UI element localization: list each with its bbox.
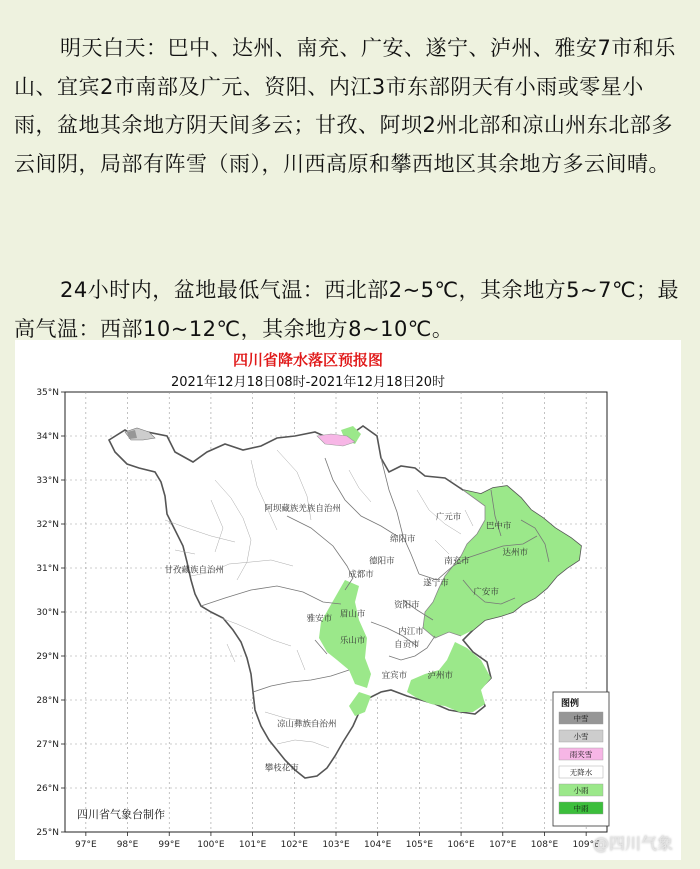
region-label: 自贡市 xyxy=(394,640,420,651)
lon-tick-label: 104°E xyxy=(364,840,392,850)
region-label: 资阳市 xyxy=(394,600,420,611)
lat-tick-label: 32°N xyxy=(36,520,59,530)
lat-tick-label: 27°N xyxy=(36,740,59,750)
lat-tick-label: 31°N xyxy=(36,564,59,574)
forecast-temperature-paragraph: 24小时内，盆地最低气温：西北部2~5℃，其余地方5~7℃；最高气温：西部10~12℃，其余地方8~10℃。 xyxy=(14,278,680,341)
lon-tick-label: 109°E xyxy=(572,840,600,850)
lon-tick-label: 97°E xyxy=(75,840,97,850)
region-label: 阿坝藏族羌族自治州 xyxy=(264,503,341,514)
map-subtitle: 2021年12月18日08时-2021年12月18日20时 xyxy=(170,375,446,390)
region-label: 达州市 xyxy=(502,547,529,558)
region-label: 乐山市 xyxy=(339,635,366,646)
region-label: 绵阳市 xyxy=(389,534,416,545)
lon-tick-label: 98°E xyxy=(116,840,139,850)
legend-label: 雨夹雪 xyxy=(569,750,593,759)
region-label: 凉山彝族自治州 xyxy=(277,719,337,730)
lon-tick-label: 102°E xyxy=(280,840,308,850)
map-svg xyxy=(15,340,681,860)
lon-tick-label: 106°E xyxy=(447,840,475,850)
lat-tick-label: 29°N xyxy=(36,652,59,662)
region-label: 成都市 xyxy=(348,569,374,580)
lat-tick-label: 30°N xyxy=(36,608,59,618)
light-rain-area-northeast-patch xyxy=(509,496,521,510)
longitude-axis xyxy=(75,832,600,850)
precipitation-forecast-map xyxy=(15,340,681,860)
lat-tick-label: 33°N xyxy=(36,476,59,486)
lat-tick-label: 35°N xyxy=(36,388,59,398)
region-label: 内江市 xyxy=(398,627,424,637)
lat-tick-label: 34°N xyxy=(36,432,59,442)
watermark: @四川气象 xyxy=(592,834,673,853)
region-label: 宜宾市 xyxy=(381,671,408,681)
map-title: 四川省降水落区预报图 xyxy=(232,351,384,369)
lon-tick-label: 103°E xyxy=(322,840,350,850)
legend-title: 图例 xyxy=(561,699,580,709)
lat-tick-label: 25°N xyxy=(36,828,59,838)
lon-tick-label: 99°E xyxy=(158,840,181,850)
lon-tick-label: 105°E xyxy=(405,840,434,850)
region-label: 德阳市 xyxy=(369,556,395,567)
legend-label: 小雨 xyxy=(573,786,589,795)
legend xyxy=(553,692,609,826)
region-label: 雅安市 xyxy=(306,613,333,624)
article-text xyxy=(0,0,700,340)
lon-tick-label: 108°E xyxy=(530,840,559,850)
forecast-daytime-paragraph: 明天白天：巴中、达州、南充、广安、遂宁、泸州、雅安7市和乐山、宜宾2市南部及广元、资阳、内江3市东部阴天有小雨或零星小雨，盆地其余地方阴天间多云；甘孜、阿坝2州北部和凉山州东北部多云间阴，局部有阵雪（雨），川西高原和攀西地区其余地方多云间晴。 xyxy=(14,36,676,176)
legend-label: 无降水 xyxy=(569,768,593,777)
lat-tick-label: 28°N xyxy=(36,696,59,706)
region-label: 遂宁市 xyxy=(423,578,449,589)
lat-tick-label: 26°N xyxy=(36,784,59,794)
lon-tick-label: 100°E xyxy=(197,840,225,850)
region-label: 南充市 xyxy=(444,556,470,567)
lon-tick-label: 107°E xyxy=(489,840,517,850)
region-label: 泸州市 xyxy=(427,671,453,681)
region-label: 甘孜藏族自治州 xyxy=(164,565,225,576)
latitude-axis xyxy=(36,388,65,838)
legend-label: 中雪 xyxy=(573,714,589,723)
region-label: 巴中市 xyxy=(485,521,512,532)
map-credit: 四川省气象台制作 xyxy=(77,808,165,821)
region-label: 眉山市 xyxy=(339,609,366,620)
region-label: 广元市 xyxy=(435,512,462,523)
region-label: 广安市 xyxy=(473,587,499,598)
lon-tick-label: 101°E xyxy=(238,840,267,850)
legend-label: 小雪 xyxy=(573,732,589,741)
legend-label: 中雨 xyxy=(573,804,589,813)
region-label: 攀枝花市 xyxy=(264,763,299,774)
